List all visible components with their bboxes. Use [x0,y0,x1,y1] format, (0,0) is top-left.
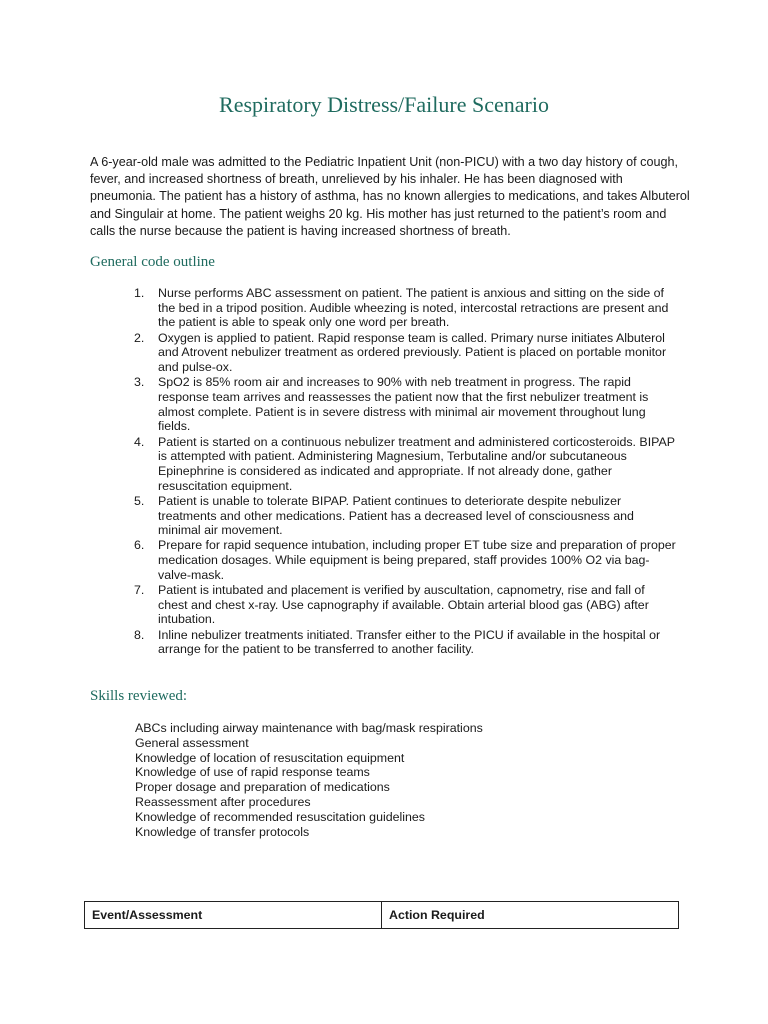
step-number: 7. [134,583,145,598]
list-item [120,494,676,538]
step-number: 2. [134,330,145,345]
list-item: Proper dosage and preparation of medications [135,780,390,795]
outline-steps [120,286,676,658]
step-text: Oxygen is applied to patient. Rapid response team is called. Primary nurse initiates Albuterol and Atrovent nebulizer treatment as ordered previously. Patient is placed on portable monitor and pulse-ox. [158,330,667,375]
list-item: Knowledge of location of resuscitation equipment [135,750,405,765]
step-number: 8. [134,627,145,642]
list-item [120,628,676,657]
list-item: Knowledge of transfer protocols [135,824,310,839]
step-text: Prepare for rapid sequence intubation, including proper ET tube size and preparation of proper medication dosages. While equipment is being prepared, staff provides 100% O2 via bag-valve-mask. [158,538,676,582]
list-item [120,375,676,434]
outline-heading: General code outline [90,254,215,270]
table-header-row [85,902,679,929]
scenario-intro: A 6-year-old male was admitted to the Pediatric Inpatient Unit (non-PICU) with a two day history of cough, fever, and increased shortness of breath, unrelieved by his inhaler. He has been diagnosed with pneumonia. The patient has a history of asthma, has no known allergies to medications, and takes Albuterol and Singulair at home. The patient weighs 20 kg. His mother has just returned to the patient’s room and calls the nurse because the patient is having increased shortness of breath. [90,155,690,238]
event-action-table [84,901,679,929]
list-item: Knowledge of recommended resuscitation guidelines [135,809,425,824]
list-item: General assessment [135,735,249,750]
skills-heading: Skills reviewed: [90,688,188,704]
list-item [120,583,676,627]
step-number: 5. [134,493,145,508]
list-item: ABCs including airway maintenance with bag/mask respirations [135,721,483,735]
list-item [120,435,676,494]
step-text: Inline nebulizer treatments initiated. Transfer either to the PICU if available in the hospital or arrange for the patient to be transferred to another facility. [158,627,661,657]
step-number: 6. [134,538,145,553]
list-item [120,538,676,582]
step-text: SpO2 is 85% room air and increases to 90% with neb treatment in progress. The rapid response team arrives and reassesses the patient now that the first nebulizer treatment is almost complete. Patient is in severe distress with minimal air movement throughout lung fields. [158,375,649,434]
column-header-action: Action Required [382,902,679,929]
skills-list [135,721,483,839]
document-title: Respiratory Distress/Failure Scenario [219,92,549,117]
step-number: 3. [134,375,145,390]
step-text: Patient is unable to tolerate BIPAP. Patient continues to deteriorate despite nebulizer treatments and other medications. Patient has a decreased level of consciousness and minimal air movement. [158,493,634,538]
column-header-event: Event/Assessment [85,902,382,929]
list-item [120,331,676,375]
step-text: Nurse performs ABC assessment on patient. The patient is anxious and sitting on the side of the bed in a tripod position. Audible wheezing is noted, intercostal retractions are present and the patient is able to speak only one word per breath. [158,286,669,330]
list-item [120,286,676,330]
step-text: Patient is intubated and placement is verified by auscultation, capnometry, rise and fall of chest and chest x-ray. Use capnography if available. Obtain arterial blood gas (ABG) after intubation. [158,583,649,627]
step-text: Patient is started on a continuous nebulizer treatment and administered corticosteroids. BIPAP is attempted with patient. Administering Magnesium, Terbutaline and/or subcutaneous Epinephrine is considered as indicated and appropriate. If not already done, gather resuscitation equipment. [158,434,675,493]
list-item: Reassessment after procedures [135,794,311,809]
step-number: 4. [134,434,145,449]
step-number: 1. [134,286,145,300]
list-item: Knowledge of use of rapid response teams [135,765,370,780]
